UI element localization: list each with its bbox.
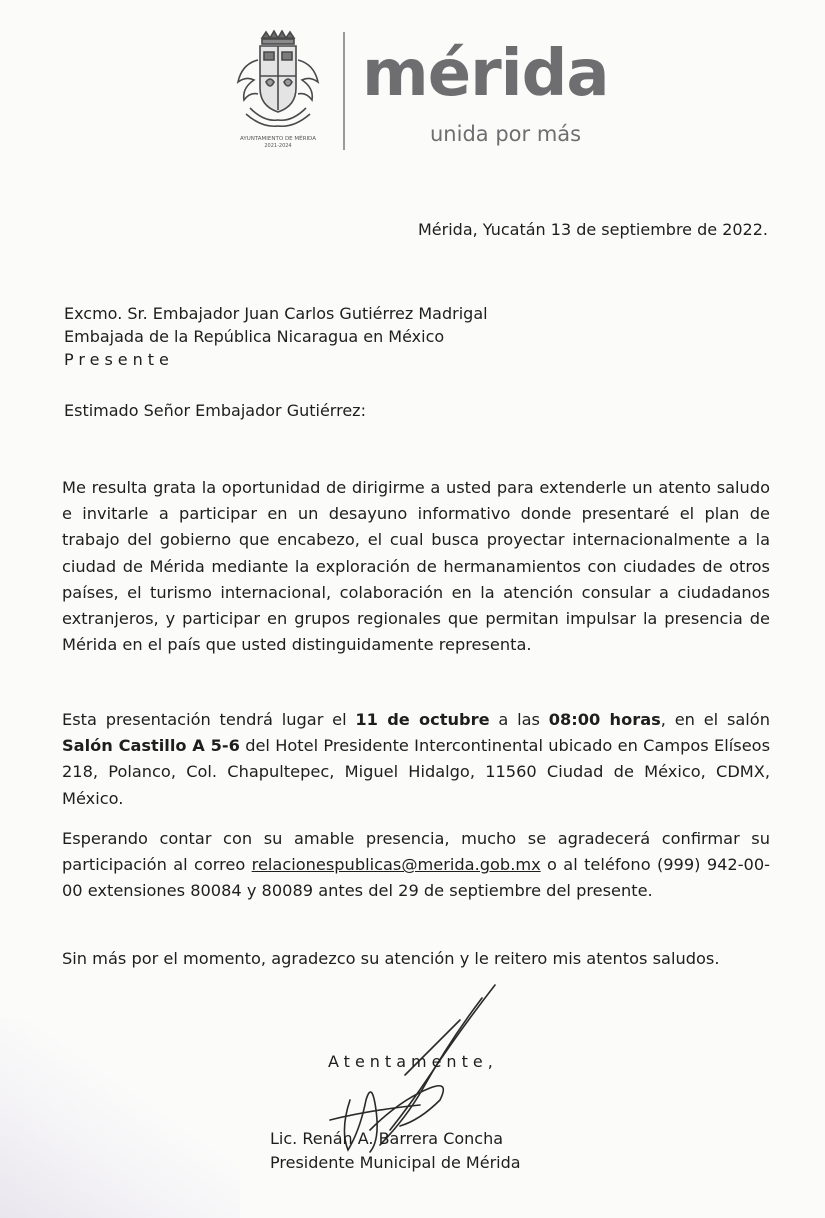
p2-text-d: del Hotel Presidente Intercontinental ubicado en Campos Elíseos 218, Polanco, Col. Chapultepec, Miguel Hidalgo, 11560 Ciudad de México, CDMX, México. [62, 736, 770, 808]
recipient-presente: Presente [64, 350, 174, 369]
greeting: Estimado Señor Embajador Gutiérrez: [64, 401, 366, 420]
paragraph-invitation: Me resulta grata la oportunidad de dirigirme a usted para extenderle un atento saludo e invitarle a participar en un desayuno informativo donde presentaré el plan de trabajo del gobierno que encabezo, el cual busca proyectar internacionalmente a la ciudad de Mérida mediante la exploración de hermanamientos con ciudades de otros países, el turismo internacional, colaboración en la atención consular a ciudadanos extranjeros, y participar en grupos regionales que permitan impulsar la presencia de Mérida en el país que usted distinguidamente representa. [62, 478, 770, 655]
p2-text-a: Esta presentación tendrá lugar el [62, 710, 356, 729]
brand-tagline: unida por más [430, 122, 582, 146]
p3-text-b: o al teléfono (999) 942-00-00 extensiones 80084 y 80089 antes del 29 de septiembre del presente. [62, 855, 770, 901]
header-divider [343, 32, 345, 150]
event-time: 08:00 horas [548, 710, 661, 729]
recipient-name: Excmo. Sr. Embajador Juan Carlos Gutiérrez Madrigal [64, 304, 488, 323]
paragraph-event-details [62, 707, 770, 812]
signer-name: Lic. Renán A. Barrera Concha [270, 1129, 504, 1148]
p2-text-c: , en el salón [660, 710, 770, 729]
event-room: Salón Castillo A 5-6 [62, 736, 240, 756]
coat-of-arms-icon [228, 30, 328, 150]
date-line: Mérida, Yucatán 13 de septiembre de 2022. [417, 220, 768, 239]
recipient-block [64, 302, 488, 371]
recipient-embassy: Embajada de la República Nicaragua en México [64, 327, 445, 346]
paragraph-closing: Sin más por el momento, agradezco su atención y le reitero mis atentos saludos. [62, 949, 720, 968]
corner-shadow [0, 1018, 240, 1218]
event-date: 11 de octubre [355, 710, 490, 729]
signer-title: Presidente Municipal de Mérida [270, 1153, 521, 1172]
p2-text-b: a las [489, 710, 549, 729]
signer-block [270, 1127, 521, 1175]
paragraph-rsvp [62, 826, 770, 905]
crest-years: 2021-2024 [264, 143, 292, 149]
email-link[interactable]: relacionespublicas@merida.gob.mx [251, 855, 541, 875]
crest-caption: AYUNTAMIENTO DE MÉRIDA [240, 136, 316, 142]
brand-name: mérida [362, 37, 609, 111]
closing-salutation: Atentamente, [328, 1052, 498, 1071]
p3-text-a: Esperando contar con su amable presencia, mucho se agradecerá confirmar su participación al correo [62, 829, 770, 875]
letterhead [220, 28, 620, 158]
